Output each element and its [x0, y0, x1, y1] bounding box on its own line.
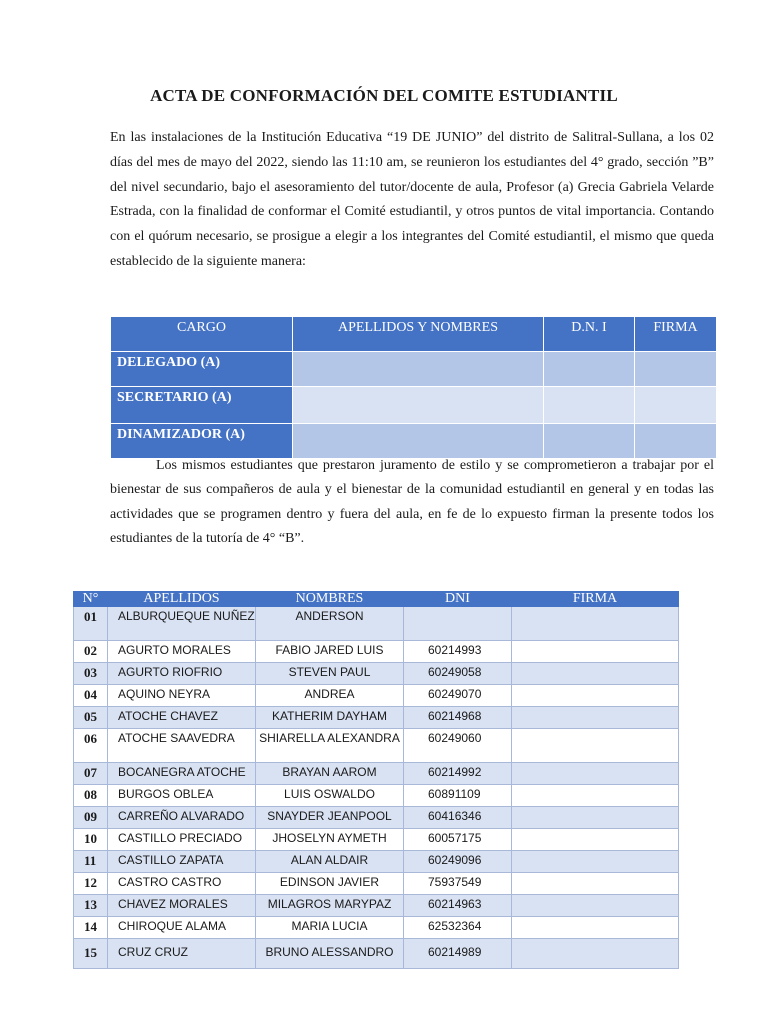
table-row: [74, 707, 679, 729]
row-number: 03: [74, 663, 108, 685]
committee-row-delegado: [111, 352, 717, 387]
signature-cell: [512, 729, 679, 763]
dni-cell: [544, 352, 635, 387]
document-title: ACTA DE CONFORMACIÓN DEL COMITE ESTUDIANTIL: [150, 86, 618, 105]
dni-cell: 62532364: [404, 917, 512, 939]
dni-cell: 60249096: [404, 851, 512, 873]
table-row: [74, 729, 679, 763]
dni-cell: [404, 607, 512, 641]
nombres-cell: ALAN ALDAIR: [256, 851, 404, 873]
committee-table-header: [111, 317, 717, 352]
apellidos-cell: CARREÑO ALVARADO: [108, 807, 256, 829]
table-row: [74, 851, 679, 873]
nombres-cell: BRUNO ALESSANDRO: [256, 939, 404, 969]
dni-cell: 60249058: [404, 663, 512, 685]
row-number: 09: [74, 807, 108, 829]
table-row: [74, 873, 679, 895]
signature-cell: [512, 663, 679, 685]
apellidos-cell: BOCANEGRA ATOCHE: [108, 763, 256, 785]
row-number: 14: [74, 917, 108, 939]
table-row: [74, 663, 679, 685]
apellidos-cell: BURGOS OBLEA: [108, 785, 256, 807]
apellidos-cell: CASTRO CASTRO: [108, 873, 256, 895]
signature-cell: [635, 352, 717, 387]
apellidos-cell: CRUZ CRUZ: [108, 939, 256, 969]
dni-cell: 60214993: [404, 641, 512, 663]
signature-cell: [512, 873, 679, 895]
dni-cell: 60416346: [404, 807, 512, 829]
dni-cell: 60214968: [404, 707, 512, 729]
nombres-cell: KATHERIM DAYHAM: [256, 707, 404, 729]
signature-cell: [512, 641, 679, 663]
row-number: 10: [74, 829, 108, 851]
signature-cell: [512, 917, 679, 939]
signature-cell: [512, 685, 679, 707]
dni-cell: 60057175: [404, 829, 512, 851]
header-nombres: NOMBRES: [256, 592, 404, 607]
apellidos-cell: AQUINO NEYRA: [108, 685, 256, 707]
apellidos-cell: AGURTO MORALES: [108, 641, 256, 663]
table-row: [74, 685, 679, 707]
nombres-cell: ANDERSON: [256, 607, 404, 641]
table-row: [74, 917, 679, 939]
name-cell: [293, 387, 544, 424]
header-num: N°: [74, 592, 108, 607]
nombres-cell: JHOSELYN AYMETH: [256, 829, 404, 851]
row-number: 05: [74, 707, 108, 729]
signature-cell: [512, 851, 679, 873]
signature-cell: [512, 763, 679, 785]
row-number: 04: [74, 685, 108, 707]
signature-cell: [512, 895, 679, 917]
header-cargo: CARGO: [111, 317, 293, 352]
dni-cell: 60249060: [404, 729, 512, 763]
signature-cell: [512, 939, 679, 969]
cargo-label: DELEGADO (A): [111, 352, 293, 387]
table-row: [74, 763, 679, 785]
row-number: 01: [74, 607, 108, 641]
nombres-cell: SHIARELLA ALEXANDRA: [256, 729, 404, 763]
apellidos-cell: ATOCHE SAAVEDRA: [108, 729, 256, 763]
cargo-label: DINAMIZADOR (A): [111, 424, 293, 459]
header-dni: D.N. I: [544, 317, 635, 352]
signature-cell: [512, 707, 679, 729]
header-firma: FIRMA: [512, 592, 679, 607]
committee-table: [110, 316, 717, 459]
row-number: 11: [74, 851, 108, 873]
header-apellidos-nombres: APELLIDOS Y NOMBRES: [293, 317, 544, 352]
apellidos-cell: CHAVEZ MORALES: [108, 895, 256, 917]
table-row: [74, 641, 679, 663]
table-row: [74, 807, 679, 829]
row-number: 15: [74, 939, 108, 969]
closing-paragraph: Los mismos estudiantes que prestaron juramento de estilo y se comprometieron a trabajar por el bienestar de sus compañeros de aula y el bienestar de la comunidad estudiantil en general y en todas las actividades que se programen dentro y fuera del aula, en fe de lo expuesto firman la presente todos los estudiantes de la tutoría de 4° “B”.: [110, 458, 714, 546]
nombres-cell: SNAYDER JEANPOOL: [256, 807, 404, 829]
dni-cell: 60214963: [404, 895, 512, 917]
header-firma: FIRMA: [635, 317, 717, 352]
table-row: [74, 939, 679, 969]
apellidos-cell: CASTILLO PRECIADO: [108, 829, 256, 851]
row-number: 08: [74, 785, 108, 807]
dni-cell: [544, 387, 635, 424]
signature-cell: [512, 607, 679, 641]
table-row: [74, 607, 679, 641]
header-dni: DNI: [404, 592, 512, 607]
apellidos-cell: CASTILLO ZAPATA: [108, 851, 256, 873]
row-number: 12: [74, 873, 108, 895]
nombres-cell: BRAYAN AAROM: [256, 763, 404, 785]
apellidos-cell: AGURTO RIOFRIO: [108, 663, 256, 685]
signature-cell: [635, 387, 717, 424]
signature-cell: [512, 829, 679, 851]
student-table: [73, 591, 679, 969]
intro-paragraph: En las instalaciones de la Institución Educativa “19 DE JUNIO” del distrito de Salitral-Sullana, a los 02 días del mes de mayo del 2022, siendo las 11:10 am, se reunieron los estudiantes del 4° grado, sección ”B” del nivel secundario, bajo el asesoramiento del tutor/docente de aula, Profesor (a) Grecia Gabriela Velarde Estrada, con la finalidad de conformar el Comité estudiantil, y otros puntos de vital importancia. Contando con el quórum necesario, se prosigue a elegir a los integrantes del Comité estudiantil, el mismo que queda establecido de la siguiente manera:: [110, 130, 714, 269]
signature-cell: [512, 785, 679, 807]
row-number: 07: [74, 763, 108, 785]
cargo-label: SECRETARIO (A): [111, 387, 293, 424]
dni-cell: 60214992: [404, 763, 512, 785]
apellidos-cell: ATOCHE CHAVEZ: [108, 707, 256, 729]
nombres-cell: STEVEN PAUL: [256, 663, 404, 685]
apellidos-cell: ALBURQUEQUE NUÑEZ: [108, 607, 256, 641]
committee-row-secretario: [111, 387, 717, 424]
table-row: [74, 895, 679, 917]
nombres-cell: MARIA LUCIA: [256, 917, 404, 939]
student-table-header: [74, 592, 679, 607]
row-number: 06: [74, 729, 108, 763]
dni-cell: 75937549: [404, 873, 512, 895]
dni-cell: 60214989: [404, 939, 512, 969]
nombres-cell: EDINSON JAVIER: [256, 873, 404, 895]
row-number: 02: [74, 641, 108, 663]
header-apellidos: APELLIDOS: [108, 592, 256, 607]
table-row: [74, 785, 679, 807]
nombres-cell: MILAGROS MARYPAZ: [256, 895, 404, 917]
table-row: [74, 829, 679, 851]
nombres-cell: ANDREA: [256, 685, 404, 707]
row-number: 13: [74, 895, 108, 917]
nombres-cell: FABIO JARED LUIS: [256, 641, 404, 663]
apellidos-cell: CHIROQUE ALAMA: [108, 917, 256, 939]
dni-cell: 60249070: [404, 685, 512, 707]
signature-cell: [512, 807, 679, 829]
nombres-cell: LUIS OSWALDO: [256, 785, 404, 807]
name-cell: [293, 352, 544, 387]
dni-cell: 60891109: [404, 785, 512, 807]
